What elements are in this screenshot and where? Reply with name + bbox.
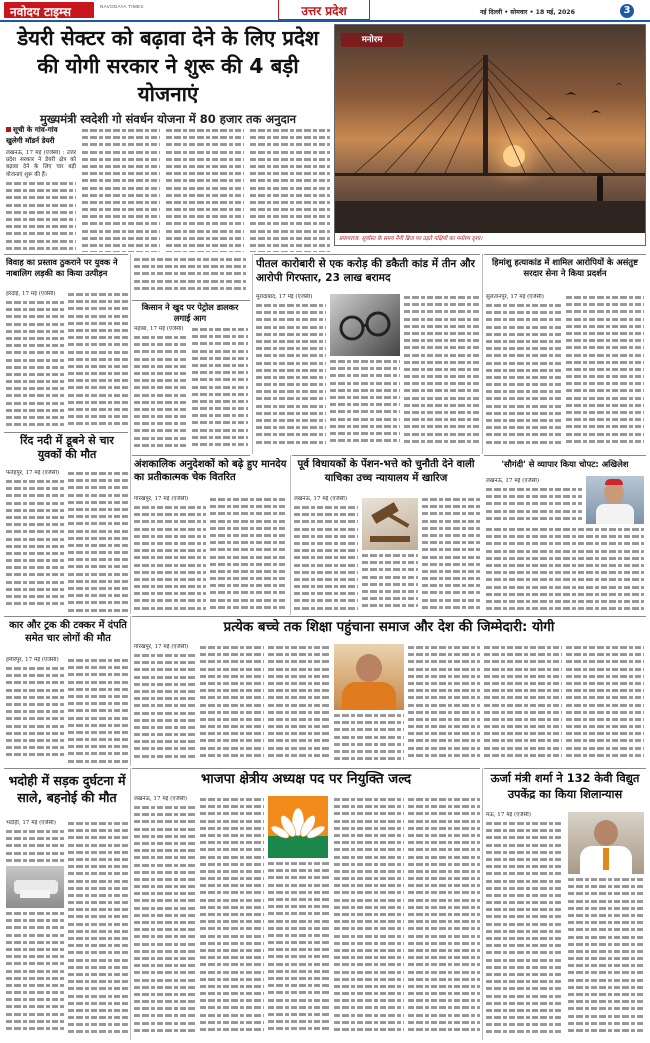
bjp-headline: भाजपा क्षेत्रीय अध्यक्ष पद पर नियुक्ति जल्द (200, 772, 412, 787)
lead-headline: डेयरी सेक्टर को बढ़ावा देने के लिए प्रदेश की योगी सरकार ने शुरू की 4 बड़ी योजनाएं (17, 26, 319, 106)
urja-body-col-2 (568, 876, 644, 1038)
shiksha-body-col-1 (134, 652, 196, 765)
kisan-headline: किसान ने खुद पर पेट्रोल डालकर लगाई आग (141, 302, 239, 323)
lead-kicker (6, 125, 76, 149)
vivah-body-col-2 (68, 291, 128, 429)
sunset-photo (335, 25, 645, 233)
anshkalik-body-col-2 (210, 496, 286, 614)
ringd-headline: रिंद नदी में डूबने से चार युवकों की मौत (20, 434, 114, 461)
shiksha-body-col-2 (200, 644, 264, 765)
shiksha-body-col-4 (334, 712, 404, 765)
gavel-icon (362, 498, 418, 550)
car-body-col-2 (68, 657, 128, 765)
ringd-body-col-2 (68, 470, 128, 614)
sauganden-body-col-1 (486, 486, 582, 524)
shiksha-body-col-5 (408, 644, 480, 765)
section-title: उत्तर प्रदेश (301, 4, 347, 18)
bjp-byline: लखनऊ, 17 मई (एजेंसी) (134, 796, 188, 802)
bhadohi-headline: भदोही में सड़क दुर्घटना में साले, बहनोई की मौत (8, 773, 126, 805)
kisan-body-col-2 (192, 326, 248, 452)
sauganden-headline: 'सौगंदी' से व्यापार किया चोपट: अखिलेश (501, 459, 629, 469)
kisan-byline: महोबा, 17 मई (एजेंसी) (134, 326, 184, 332)
bjp-logo (268, 796, 328, 858)
pital-headline: पीतल कारोबारी से एक करोड़ की डकैती कांड में तीन और आरोपी गिरफ्तार, 23 लाख बरामद (256, 258, 475, 284)
ringd-byline: फतेहपुर, 17 मई (एजेंसी) (6, 470, 60, 476)
pital-byline: मुरादाबाद, 17 मई (एजेंसी) (256, 294, 313, 300)
lead-body-col-2 (82, 127, 160, 252)
himanshu-byline: सुलतानपुर, 17 मई (एजेंसी) (486, 294, 544, 300)
person-silhouette (597, 175, 603, 203)
car-body-col-1 (6, 665, 64, 765)
handcuffs-icon (330, 294, 400, 356)
vivah-byline: हरदोई, 17 मई (एजेंसी) (6, 291, 56, 297)
page-number: 3 (623, 5, 631, 16)
pension-body-col-3 (422, 496, 480, 614)
pital-body-col-2 (330, 358, 400, 452)
photo-caption: प्रयागराज: सूर्यास्त के समय नैनी ब्रिज पर उड़ते पक्षियों का मनोरम दृश्य। (339, 236, 483, 242)
pital-body-col-1 (256, 302, 326, 452)
car-headline: कार और ट्रक की टक्कर में दंपति समेत चार लोगों की मौत (9, 620, 127, 644)
photo-block (334, 24, 646, 246)
lead-headline-block (4, 24, 332, 134)
bjp-body-col-1 (134, 804, 196, 1038)
minister-photo (568, 812, 644, 874)
himanshu-body-col-2 (566, 294, 644, 452)
urja-byline: मऊ, 17 मई (एजेंसी) (486, 812, 531, 818)
lead-body-col-3 (166, 127, 244, 252)
lead-body-col-1 (6, 180, 76, 252)
pital-body-col-3 (404, 294, 480, 452)
bjp-body-col-3 (268, 860, 330, 1038)
pension-body-col-1 (294, 504, 358, 614)
kisan-body-col-1 (134, 334, 188, 452)
kicker-line-2: खुलेगी मॉडर्न डेयरी (6, 136, 55, 145)
pension-body-col-2 (362, 552, 418, 614)
anshkalik-body-col-1 (134, 504, 206, 614)
sauganden-byline: लखनऊ, 17 मई (एजेंसी) (486, 478, 540, 484)
bhadohi-body-col-1b (6, 910, 64, 1038)
page-number-badge (620, 4, 634, 18)
urja-headline: ऊर्जा मंत्री शर्मा ने 132 केवी विद्युत उपकेंद्र का किया शिलान्यास (490, 771, 640, 801)
brand-logo (4, 2, 94, 18)
anshkalik-headline: अंशकालिक अनुदेशकों को बढ़े हुए मानदेय का प्रतीकात्मक चेक वितरित (134, 459, 287, 483)
photo-tag-label: मनोरम (361, 35, 383, 45)
photo-tag (341, 33, 403, 47)
dateline: नई दिल्ली • सोमवार • 18 मई, 2026 (480, 9, 575, 16)
bhadohi-body-col-1 (6, 828, 64, 864)
bjp-body-col-2 (200, 796, 264, 1038)
vivah-headline: विवाह का प्रस्ताव ठुकराने पर युवक ने नाबालिग लड़की का किया उत्पीड़न (6, 257, 118, 278)
car-byline: हमीरपुर, 17 मई (एजेंसी) (6, 657, 59, 663)
shiksha-body-col-7 (566, 644, 644, 765)
bhadohi-byline: भदोही, 17 मई (एजेंसी) (6, 820, 56, 826)
bjp-lotus-icon (268, 796, 328, 858)
lead-byline: लखनऊ, 17 मई (एजेंसी) : उत्तर प्रदेश सरकार ने डेयरी क्षेत्र को बढ़ावा देने के लिए चार बड़ी योजनाएं शुरू की हैं। (6, 150, 76, 178)
shiksha-byline: गोरखपुर, 17 मई (एजेंसी) (134, 644, 189, 650)
masthead (0, 0, 650, 22)
vivah-body-col-1 (6, 299, 64, 429)
akhilesh-photo (586, 476, 644, 524)
bjp-body-col-5 (408, 796, 480, 1038)
brand-english: NAVODAYA TIMES (100, 4, 144, 9)
pension-byline: लखनऊ, 17 मई (एजेंसी) (294, 496, 348, 502)
anshkalik-byline: गोरखपुर, 17 मई (एजेंसी) (134, 496, 189, 502)
bjp-body-col-4 (334, 796, 404, 1038)
shiksha-headline: प्रत्येक बच्चे तक शिक्षा पहुंचाना समाज और देश की जिम्मेदारी: योगी (223, 620, 555, 635)
gavel-photo (362, 498, 418, 550)
kicker-line-1: सूची के गांव-गांव (6, 125, 76, 135)
lead-continued (134, 256, 246, 298)
birds (545, 83, 623, 120)
lead-deck: मुख्यमंत्री स्वदेशी गो संवर्धन योजना में 80 हजार तक अनुदान (39, 112, 297, 126)
lead-body-col-4 (250, 127, 330, 252)
handcuffs-photo (330, 294, 400, 356)
riverbank (335, 201, 645, 233)
pension-headline: पूर्व विधायकों के पेंशन-भत्ते को चुनौती देने वाली याचिका उच्च न्यायालय में खारिज (297, 459, 475, 484)
bhadohi-body-col-2 (68, 820, 128, 1038)
urja-body-col-1 (486, 820, 562, 1038)
brand-name: नवोदय टाइम्स (10, 5, 72, 19)
shiksha-body-col-6 (484, 644, 562, 765)
himanshu-headline: हिमांशु हत्याकांड में शामिल आरोपियों के असंतुष्ट सरदार सेना ने किया प्रदर्शन (492, 257, 638, 278)
sauganden-body-col-2 (486, 526, 644, 614)
himanshu-body-col-1 (486, 302, 562, 452)
ringd-body-col-1 (6, 478, 64, 614)
accident-photo (6, 866, 64, 908)
shiksha-body-col-3 (268, 644, 330, 765)
yogi-photo (334, 644, 404, 710)
section-title-box (278, 0, 370, 20)
